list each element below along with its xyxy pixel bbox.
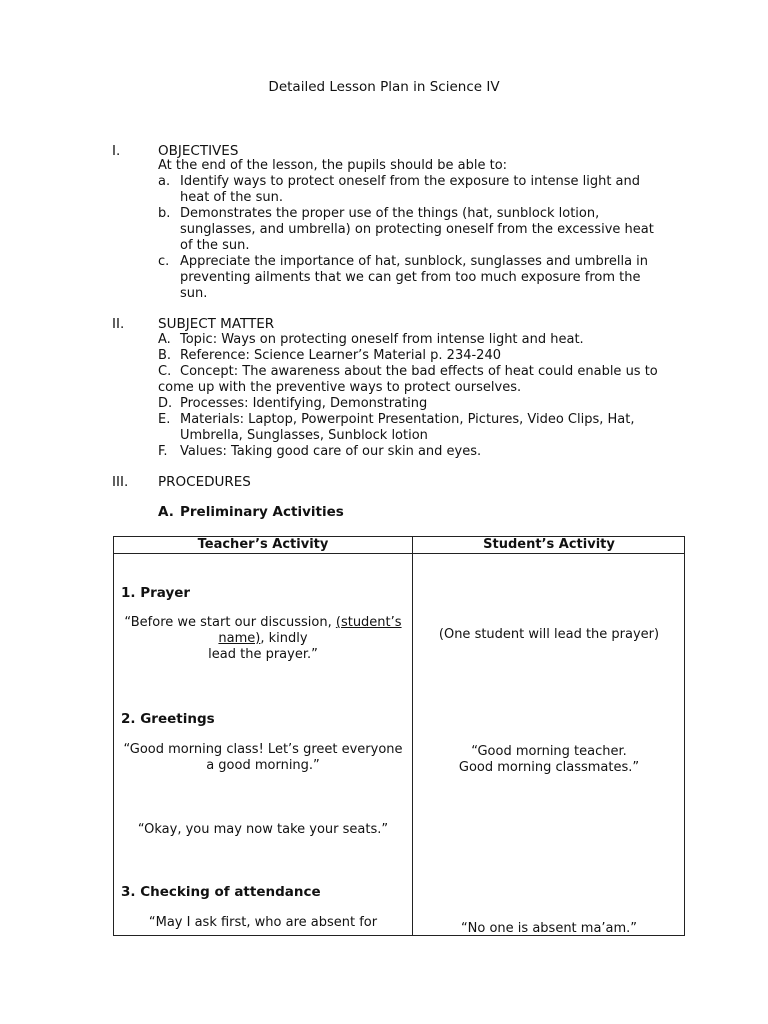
list-text: Reference: Science Learner’s Material p. 234-240 (180, 348, 501, 363)
prayer-teacher-line3: lead the prayer.” (208, 647, 318, 662)
subject-item-f (158, 444, 678, 460)
list-label: A. (158, 332, 171, 347)
list-label: C. (158, 364, 172, 379)
section-heading-subject-matter: SUBJECT MATTER (158, 316, 275, 332)
list-text: Topic: Ways on protecting oneself from intense light and heat. (180, 332, 584, 347)
attendance-teacher-text: “May I ask first, who are absent for (148, 915, 378, 930)
prayer-teacher-text (114, 615, 412, 663)
greetings-student-line2: Good morning classmates.” (458, 760, 640, 775)
attendance-student-text: “No one is absent ma’am.” (460, 921, 638, 936)
prayer-teacher-pre: “Before we start our discussion, (124, 615, 336, 630)
list-label: b. (158, 206, 171, 221)
list-label: F. (158, 444, 168, 459)
student-name-placeholder-cont: name) (218, 631, 261, 646)
subject-item-e (158, 412, 654, 444)
objective-item-b (158, 206, 668, 254)
objective-item-a (158, 174, 658, 206)
prayer-teacher-line1 (114, 615, 412, 631)
list-label: B. (158, 348, 172, 363)
list-text: Materials: Laptop, Powerpoint Presentation, Pictures, Video Clips, Hat, Umbrella, Sunglasses, Sunblock lotion (180, 412, 635, 443)
list-label: D. (158, 396, 173, 411)
objective-item-c (158, 254, 668, 302)
greetings-teacher-text (114, 742, 412, 774)
header-teacher-activity: Teacher’s Activity (197, 537, 329, 552)
section-heading-procedures: PROCEDURES (158, 474, 251, 490)
greetings-student-line1: “Good morning teacher. (471, 744, 627, 759)
list-text: Appreciate the importance of hat, sunblock, sunglasses and umbrella in preventing ailments that we can get from too much exposure from the sun. (180, 254, 649, 301)
list-label: a. (158, 174, 171, 189)
subheading-label: A. (158, 504, 174, 520)
activities-table (113, 536, 685, 936)
list-text: Concept: The awareness about the bad effects of heat could enable us to come up with the preventive ways to protect ourselves. (158, 364, 658, 395)
greetings-teacher-seats: “Okay, you may now take your seats.” (137, 822, 389, 837)
greetings-student-text (413, 744, 685, 776)
list-text: Processes: Identifying, Demonstrating (180, 396, 428, 411)
table-header-divider (114, 553, 684, 554)
section-number-procedures: III. (112, 474, 129, 490)
student-name-placeholder: (student’s (335, 615, 402, 630)
document-title: Detailed Lesson Plan in Science IV (268, 79, 500, 95)
section-heading-objectives: OBJECTIVES (158, 143, 239, 159)
prayer-teacher-post: , kindly (260, 631, 308, 646)
list-label: c. (158, 254, 170, 269)
header-student-activity: Student’s Activity (483, 537, 615, 552)
subheading-text: Preliminary Activities (180, 504, 344, 520)
subject-item-d (158, 396, 678, 412)
objectives-intro: At the end of the lesson, the pupils should be able to: (158, 158, 508, 173)
table-column-divider (412, 537, 413, 935)
prayer-teacher-line2 (114, 631, 412, 647)
list-label: E. (158, 412, 171, 427)
section-number-objectives: I. (112, 143, 121, 159)
greetings-teacher-line1: “Good morning class! Let’s greet everyone (123, 742, 403, 757)
attendance-heading: 3. Checking of attendance (121, 884, 321, 900)
list-text: Identify ways to protect oneself from the exposure to intense light and heat of the sun. (180, 174, 641, 205)
list-text: Values: Taking good care of our skin and eyes. (180, 444, 482, 459)
subject-item-c (158, 364, 670, 396)
section-number-subject-matter: II. (112, 316, 125, 332)
greetings-heading: 2. Greetings (121, 711, 215, 727)
greetings-teacher-line2: a good morning.” (206, 758, 320, 773)
prayer-heading: 1. Prayer (121, 585, 191, 601)
prayer-student-text: (One student will lead the prayer) (438, 627, 660, 642)
subheading-preliminary-activities (158, 504, 344, 520)
list-text: Demonstrates the proper use of the things (hat, sunblock lotion, sunglasses, and umbrella) on protecting oneself from the excessive heat of the sun. (180, 206, 654, 253)
subject-item-a (158, 332, 678, 348)
subject-item-b (158, 348, 678, 364)
